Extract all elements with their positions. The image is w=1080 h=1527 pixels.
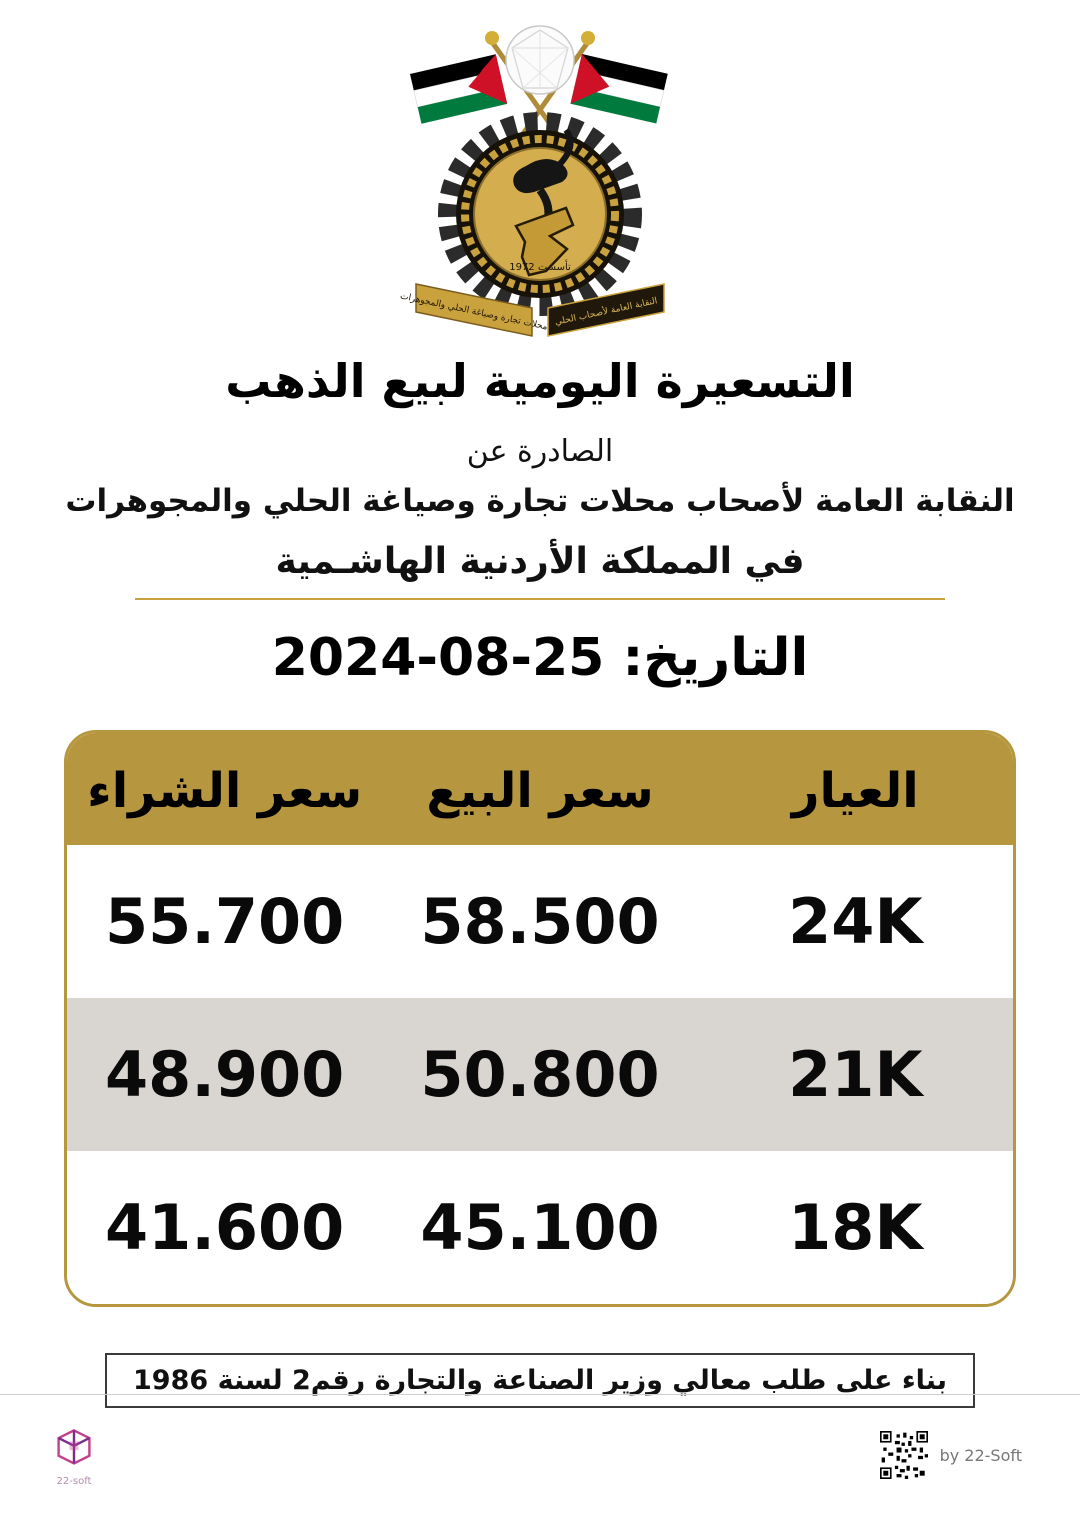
22soft-logo-icon	[52, 1426, 96, 1470]
brand-block	[52, 1426, 96, 1487]
sell-value: 50.800	[420, 1038, 660, 1111]
credit-text: by 22-Soft	[939, 1445, 1022, 1465]
date-line: التاريخ: 25-08-2024	[271, 628, 809, 688]
footer-divider	[0, 1394, 1080, 1395]
karat-value: 24K	[788, 885, 923, 958]
issued-by-line2: النقابة العامة لأصحاب محلات تجارة وصياغة الحلي والمجوهرات	[65, 483, 1015, 519]
page-title: التسعيرة اليومية لبيع الذهب	[225, 354, 855, 408]
price-table	[64, 730, 1016, 1307]
brand-caption: 22-soft	[56, 1476, 92, 1487]
sell-value: 45.100	[420, 1191, 660, 1264]
syndicate-logo	[380, 18, 700, 344]
price-table-header	[67, 733, 1013, 845]
karat-value: 18K	[788, 1191, 923, 1264]
karat-value: 21K	[788, 1038, 923, 1111]
ministerial-note: بناء على طلب معالي وزير الصناعة والتجارة رقم2 لسنة 1986	[105, 1353, 975, 1408]
gear-icon	[448, 122, 632, 306]
buy-value: 48.900	[105, 1038, 345, 1111]
table-row-24k	[67, 845, 1013, 998]
diamond-icon	[506, 26, 574, 94]
sell-value: 58.500	[420, 885, 660, 958]
logo-established-text: تأسست 1972	[509, 262, 571, 273]
credit-block	[880, 1431, 1022, 1479]
header-sell-price: سعر البيع	[426, 763, 654, 819]
buy-value: 55.700	[105, 885, 345, 958]
ribbon-left-text: محلات تجارة وصياغة الحلي والمجوهرات	[399, 291, 549, 333]
gold-divider	[135, 598, 945, 600]
note-area	[0, 1353, 1080, 1408]
flag-left-icon	[410, 54, 507, 123]
qr-code-icon	[880, 1431, 928, 1479]
table-row-21k	[67, 998, 1013, 1151]
table-row-18k	[67, 1151, 1013, 1304]
header-karat: العيار	[791, 763, 919, 819]
issued-by-line1: الصادرة عن	[466, 434, 614, 469]
header-buy-price: سعر الشراء	[87, 763, 363, 819]
buy-value: 41.600	[105, 1191, 345, 1264]
logo-area	[0, 0, 1080, 348]
flag-right-icon	[571, 54, 668, 123]
issued-by-line3: في المملكة الأردنية الهاشـمية	[275, 541, 805, 582]
ribbon-right-text: النقابة العامة لأصحاب الحلي	[554, 296, 659, 328]
